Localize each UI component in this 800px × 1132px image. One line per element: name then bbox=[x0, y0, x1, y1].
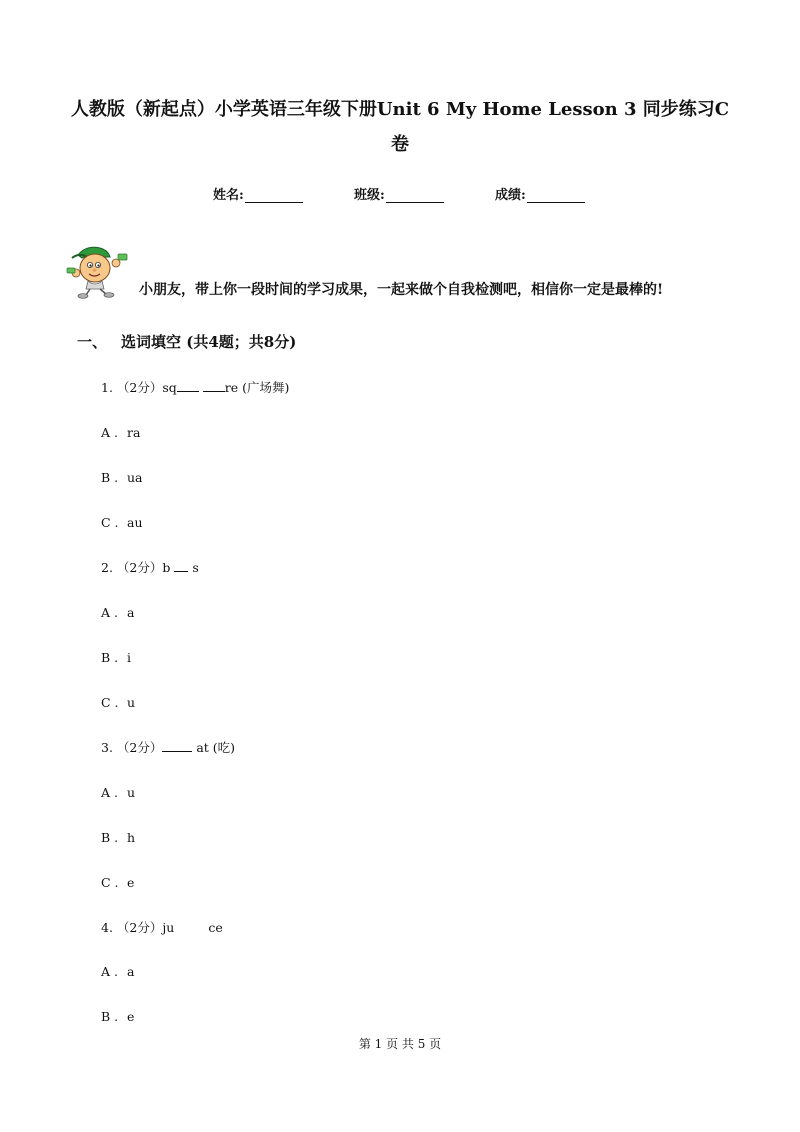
question-stem-part: at (吃) bbox=[196, 740, 236, 755]
class-field bbox=[354, 184, 444, 203]
option-text: a bbox=[127, 964, 135, 979]
question-number: 1. bbox=[101, 380, 113, 395]
option-3b[interactable] bbox=[101, 830, 135, 845]
section-heading bbox=[77, 331, 296, 352]
class-label: 班级: bbox=[354, 188, 385, 203]
page-footer: 第 1 页 共 5 页 bbox=[358, 1037, 442, 1051]
class-blank[interactable] bbox=[386, 188, 444, 203]
option-letter: A . bbox=[101, 605, 118, 620]
option-2c[interactable] bbox=[101, 695, 135, 710]
question-stem-part: s bbox=[192, 560, 199, 575]
option-letter: A . bbox=[101, 964, 118, 979]
option-3a[interactable] bbox=[101, 785, 135, 800]
name-blank[interactable] bbox=[245, 188, 303, 203]
option-letter: B . bbox=[101, 470, 119, 485]
option-text: i bbox=[127, 650, 131, 665]
option-text: ua bbox=[127, 470, 143, 485]
option-text: u bbox=[127, 695, 136, 710]
answer-blank[interactable] bbox=[203, 379, 225, 392]
section-number: 一、 bbox=[77, 333, 108, 351]
question-points: （2分） bbox=[116, 380, 163, 395]
option-text: a bbox=[127, 605, 135, 620]
question-stem-part: b bbox=[162, 560, 171, 575]
question-number: 4. bbox=[101, 920, 113, 935]
option-text: au bbox=[127, 515, 143, 530]
option-text: e bbox=[127, 875, 135, 890]
question-stem-part: ju bbox=[162, 920, 175, 935]
score-field bbox=[495, 184, 585, 203]
answer-blank[interactable] bbox=[177, 379, 199, 392]
document-title-line2: 卷 bbox=[391, 134, 409, 155]
question-number: 3. bbox=[101, 740, 113, 755]
score-label: 成绩: bbox=[495, 188, 526, 203]
option-letter: C . bbox=[101, 875, 119, 890]
option-letter: C . bbox=[101, 515, 119, 530]
option-text: ra bbox=[127, 425, 141, 440]
section-title: 选词填空 (共4题；共8分) bbox=[121, 333, 297, 351]
option-letter: B . bbox=[101, 650, 119, 665]
option-1c[interactable] bbox=[101, 515, 143, 530]
name-label: 姓名: bbox=[213, 188, 244, 203]
option-letter: A . bbox=[101, 785, 118, 800]
score-blank[interactable] bbox=[527, 188, 585, 203]
question-number: 2. bbox=[101, 560, 113, 575]
option-2b[interactable] bbox=[101, 650, 131, 665]
option-text: h bbox=[127, 830, 136, 845]
question-stem-part: re (广场舞) bbox=[224, 380, 290, 395]
question-stem-part: ce bbox=[208, 920, 223, 935]
option-letter: C . bbox=[101, 695, 119, 710]
question-4 bbox=[101, 918, 223, 936]
option-letter: A . bbox=[101, 425, 118, 440]
question-1 bbox=[101, 378, 289, 396]
question-stem-part: sq bbox=[162, 380, 177, 395]
encouragement-text: 小朋友，带上你一段时间的学习成果，一起来做个自我检测吧，相信你一定是最棒的! bbox=[139, 282, 664, 298]
question-2 bbox=[101, 558, 199, 576]
question-points: （2分） bbox=[116, 920, 163, 935]
option-3c[interactable] bbox=[101, 875, 134, 890]
option-1a[interactable] bbox=[101, 425, 140, 440]
option-text: e bbox=[127, 1009, 135, 1024]
name-field bbox=[213, 184, 303, 203]
option-text: u bbox=[127, 785, 136, 800]
option-4a[interactable] bbox=[101, 964, 134, 979]
cartoon-boy-icon bbox=[64, 243, 132, 299]
answer-blank[interactable] bbox=[174, 559, 188, 572]
question-points: （2分） bbox=[116, 740, 163, 755]
answer-blank[interactable] bbox=[162, 739, 192, 752]
question-3 bbox=[101, 738, 235, 756]
option-1b[interactable] bbox=[101, 470, 143, 485]
option-4b[interactable] bbox=[101, 1009, 134, 1024]
option-letter: B . bbox=[101, 1009, 119, 1024]
document-title-line1: 人教版（新起点）小学英语三年级下册Unit 6 My Home Lesson 3 同步练习C bbox=[70, 99, 730, 120]
option-2a[interactable] bbox=[101, 605, 134, 620]
question-points: （2分） bbox=[116, 560, 163, 575]
option-letter: B . bbox=[101, 830, 119, 845]
